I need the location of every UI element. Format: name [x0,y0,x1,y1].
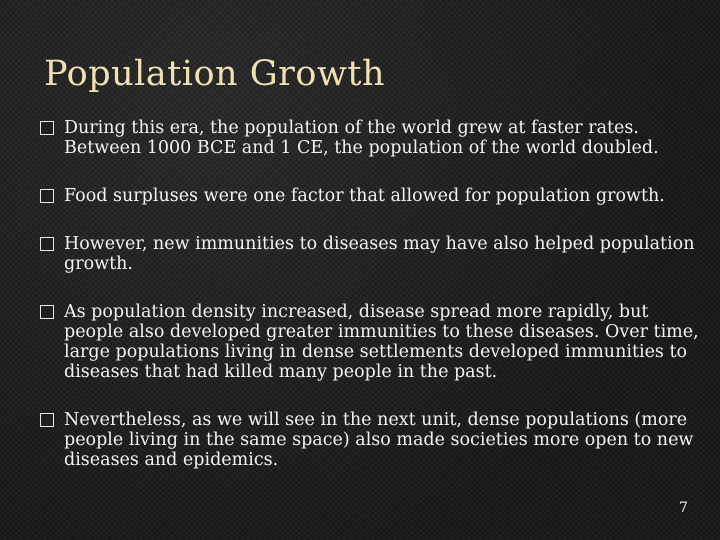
bullet-text: During this era, the population of the world grew at faster rates. Between 1000 BCE and 1 CE, the population of the world doubled. [64,118,659,158]
page-number: 7 [679,500,688,516]
bullet-text: Food surpluses were one factor that allowed for population growth. [64,186,665,206]
bullet-item [40,234,700,274]
bullet-text: Nevertheless, as we will see in the next unit, dense populations (more people living in the same space) also made societies more open to new diseases and epidemics. [64,410,694,470]
bullet-box-icon [40,189,54,203]
bullet-text: However, new immunities to diseases may have also helped population growth. [64,234,695,274]
bullet-box-icon [40,413,54,427]
bullet-item [40,186,700,206]
bullet-list [40,118,700,498]
bullet-item [40,302,700,382]
bullet-box-icon [40,121,54,135]
slide-title: Population Growth [44,54,386,94]
bullet-item [40,118,700,158]
bullet-item [40,410,700,470]
bullet-text: As population density increased, disease spread more rapidly, but people also developed greater immunities to these diseases. Over time, large populations living in dense settlements developed immunities to diseases that had killed many people in the past. [64,302,699,382]
bullet-box-icon [40,237,54,251]
bullet-box-icon [40,305,54,319]
